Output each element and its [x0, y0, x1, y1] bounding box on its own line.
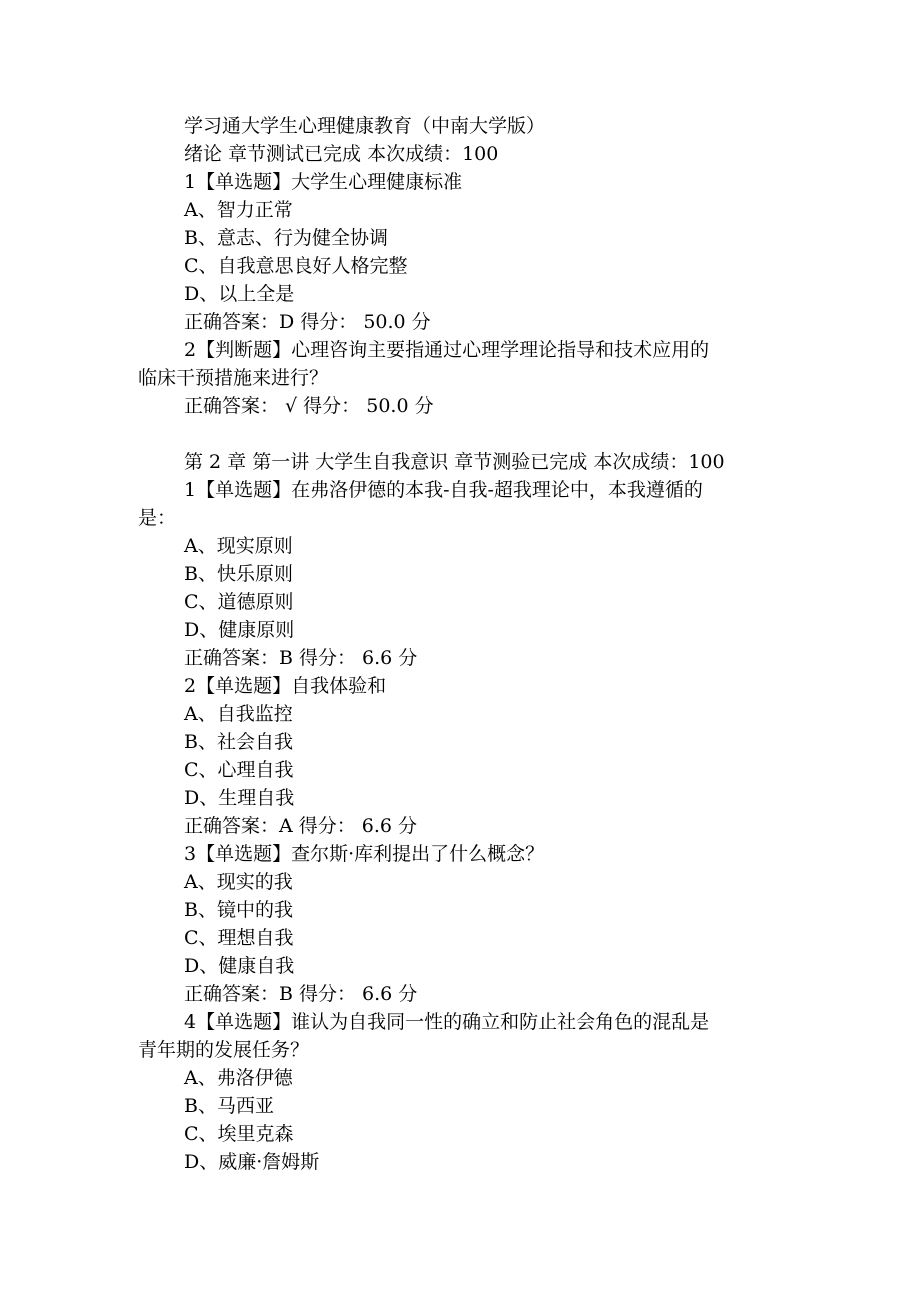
answer-option: B、意志、行为健全协调 [184, 227, 388, 249]
question-stem-continuation: 青年期的发展任务？ [138, 1039, 310, 1061]
answer-option: B、马西亚 [184, 1095, 274, 1117]
answer-option: B、快乐原则 [184, 563, 293, 585]
answer-option: C、自我意思良好人格完整 [184, 255, 408, 277]
question-stem: 1【单选题】在弗洛伊德的本我-自我-超我理论中，本我遵循的 [184, 479, 703, 501]
answer-option: C、心理自我 [184, 759, 294, 781]
answer-option: A、弗洛伊德 [184, 1067, 293, 1089]
answer-option: D、生理自我 [184, 787, 295, 809]
answer-option: D、威廉·詹姆斯 [184, 1151, 320, 1173]
correct-answer-line: 正确答案：B 得分： 6.6 分 [184, 983, 418, 1005]
question-stem: 4【单选题】谁认为自我同一性的确立和防止社会角色的混乱是 [184, 1011, 710, 1033]
answer-option: C、埃里克森 [184, 1123, 294, 1145]
correct-answer-line: 正确答案： √ 得分： 50.0 分 [184, 395, 434, 417]
answer-option: A、现实的我 [184, 871, 293, 893]
section-header: 第 2 章 第一讲 大学生自我意识 章节测验已完成 本次成绩：100 [184, 451, 725, 473]
answer-option: C、理想自我 [184, 927, 294, 949]
answer-option: D、健康自我 [184, 955, 295, 977]
question-stem-continuation: 临床干预措施来进行？ [138, 367, 329, 389]
correct-answer-line: 正确答案：B 得分： 6.6 分 [184, 647, 418, 669]
answer-option: B、镜中的我 [184, 899, 293, 921]
correct-answer-line: 正确答案：A 得分： 6.6 分 [184, 815, 418, 837]
document-title: 学习通大学生心理健康教育（中南大学版） [184, 115, 546, 137]
answer-option: A、现实原则 [184, 535, 293, 557]
question-stem: 2【单选题】自我体验和 [184, 675, 387, 697]
answer-option: A、自我监控 [184, 703, 293, 725]
correct-answer-line: 正确答案：D 得分： 50.0 分 [184, 311, 431, 333]
answer-option: A、智力正常 [184, 199, 293, 221]
question-stem-continuation: 是： [138, 507, 177, 529]
question-stem: 1【单选题】大学生心理健康标准 [184, 171, 463, 193]
question-stem: 2【判断题】心理咨询主要指通过心理学理论指导和技术应用的 [184, 339, 710, 361]
section-header: 绪论 章节测试已完成 本次成绩：100 [184, 143, 499, 165]
answer-option: D、健康原则 [184, 619, 295, 641]
question-stem: 3【单选题】查尔斯·库利提出了什么概念？ [184, 843, 545, 865]
answer-option: B、社会自我 [184, 731, 293, 753]
answer-option: D、以上全是 [184, 283, 295, 305]
answer-option: C、道德原则 [184, 591, 294, 613]
